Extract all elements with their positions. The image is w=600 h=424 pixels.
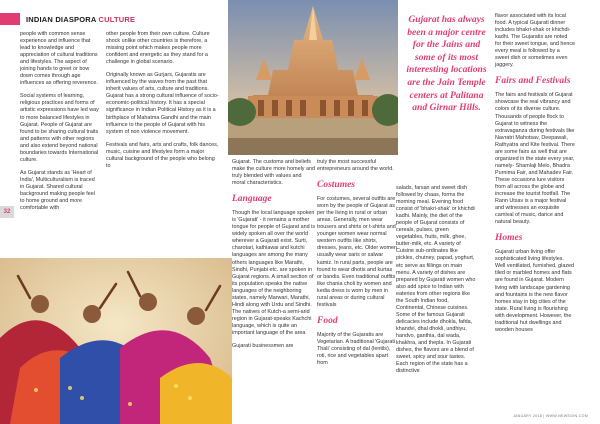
paragraph: Festivals and fairs, arts and crafts, folk dances, music, cuisine and lifestyles form a major cultural background of the people who belong to xyxy=(106,141,219,169)
section-header xyxy=(0,13,135,25)
section-subname: CULTURE xyxy=(98,14,136,24)
jain-temple-photo xyxy=(228,0,398,155)
text-column-5 xyxy=(396,185,476,381)
paragraph: The fairs and festivals of Gujarat showcase the real vibrancy and colors of its diverse culture. Thousands of people flock to Gujarat to witness the extravaganza during festivals like Navratri Mahotsav, Deepawali, Rathyatra and Kite festival. There are some fairs as well that are organized in the state every year, namely- Shamlaji Melo, Bhadra Purnima Fair, and Mahadev Fair. These occasions lure visitors from all across the globe and increase the tourist footfall. The Rann Utsav is a major festival and witnesses an exquisite carnival of music, dance and natural beauty. xyxy=(495,92,575,226)
paragraph: truly the most successful entrepreneurs around the world. xyxy=(317,159,394,173)
garba-dancers-photo xyxy=(0,258,232,424)
heading-food: Food xyxy=(317,315,338,326)
heading-homes: Homes xyxy=(495,233,523,244)
section-title xyxy=(26,15,135,24)
paragraph: Gujarati businessmen are xyxy=(232,343,294,350)
paragraph: people with common sense experience and influence that lead to knowledge and appreciation of cultural traditions and lifestyles. The aspect of joining hands to greet or bow down comes through age influences as offering reverence. xyxy=(20,31,98,87)
paragraph: other people from their own culture. Culture shock unlike other countries is therefore, a missing point which makes people more confident and energetic as they stand for a challenge in global scenario. xyxy=(106,31,210,66)
text-column-2 xyxy=(106,31,219,176)
text-column-6 xyxy=(495,13,575,340)
paragraph: Originally known as Gurjars, Gujaratis are influenced by the waves from the past that inherit values of arts, culture and traditions. Gujarat has a strong cultural influence of socio-economic-political history. It has a special significance in Indian Political History as it is a birthplace of Mahatma Gandhi and the main influence to the people of Gujarat with his system of non violence movement. xyxy=(106,72,219,135)
paragraph: Though the local language spoken is 'Gujarati' - it remains a mother tongue for people of Gujarat and is widely spoken all over the world wherever a Gujarati exist. Surti, charotari, kathiawai and kutchi languages are among the many others languages like Marathi, Sindhi, Punjabi etc. are spoken in Gujarat regions. A small section of its population speaks the native languages of the neighboring states, namely Marwari, Marathi, Hindi along with Urdu and Sindhi. The natives of Kutch-a semi-arid region in Gujarat-speaks Kachchi language, which is quite an important language of the area xyxy=(232,210,316,336)
heading-fairs-and-festivals: Fairs and Festivals xyxy=(495,76,571,87)
pull-quote: Gujarat has always been a major centre for the Jains and some of its most interesting locations are the Jain Temple centers at Palitana and Girnar Hills. xyxy=(406,14,487,114)
paragraph: For costumes, several outfits are worn by the people of Gujarat as per the living in rural or urban areas. Generally, men wear trousers and shirts or t-shirts and younger women wear normal western outfits like shirts, dresses, jeans, etc. Older women usually wear saris or salwar kamiz. In rural parts, people are found to wear dhotis and kurtas or bandis. Even traditional outfits like chania choli by women and kedia dress is worn by men in rural areas or during cultural festivals xyxy=(317,196,397,308)
text-column-3 xyxy=(232,159,315,356)
heading-costumes: Costumes xyxy=(317,180,356,191)
paragraph: salads, farsan and sweet dish followed by chaas, forms the morning meal. Evening food consist of 'bhakri-shak' or khichdi kadhi. Mainly, the diet of the people of Gujarat consists of cereals, pulses, green vegetables, fruits, milk, ghee, butter-milk, etc. A variety of Cuisine sub-ordinates like pickles, chutney, papad, yoghurt, etc serve as fillings on main menu. A variety of dishes are prepared by Gujarati women who also add spice to Indian with eateries from other regions like the South Indian food, Continental, Chinese cuisines. Some of the famous Gujarati delicacies include dhokla, fafda, khandvi, dhal dhokli, undhiyu, handvo, ganthia, dal wada, khakhra, and thepla. In Gujarati dishes, the flavors are a blend of sweet, spicy and sour tastes. Each region of the state has a distinctive xyxy=(396,185,476,375)
page-number: 32 xyxy=(0,206,14,218)
section-color-bar xyxy=(0,13,20,25)
paragraph: Social systems of learning, religious practices and forms of artistic expressions have led way to more balanced lifestyles in Gujarat. People of Gujarat are found to be sharing cultural traits and patterns with other regions and also extend beyond national boundaries towards International culture. xyxy=(20,93,99,163)
text-column-1 xyxy=(20,31,100,218)
paragraph: flavor associated with its local food. A typical Gujarati dinner includes bhakri-shak or khichdi-kadhi. The Gujaratis are noted for their sweet tongue, and hence every meal is followed by a sweet dish or sometimes even jaggery. xyxy=(495,13,576,69)
paragraph: Gujarati urban living offer sophisticated living lifestyles. Well ventilated, furnished, glazed tiled or marbled homes and flats are found in Gujarat. Modern living with landscape gardening and fountains is the new flavor homes stay in big cities of the state. Rural living is flourishing with development. However, the traditional hut dwellings and wooden houses xyxy=(495,249,575,333)
paragraph: Gujarat. The customs and beliefs make the culture more homely and truly blended with values and moral characteristics. xyxy=(232,159,315,187)
heading-language: Language xyxy=(232,194,272,205)
section-name: INDIAN DIASPORA xyxy=(26,14,97,24)
text-column-4 xyxy=(317,159,397,373)
page-footer: JANUARY 2018 | WWW.NEWSOIN.COM xyxy=(512,414,588,418)
paragraph: As Gujarat stands as 'Heart of India', Multiculturalism is traced in Gujarat. Shared cultural background making people feel to home ground and more comfortable with xyxy=(20,169,95,212)
paragraph: Majority of the Gujaratis are Vegetarian. A traditional 'Gujarati Thali' consisting of dal (lentils), roti, rice and vegetables apart from xyxy=(317,331,396,367)
